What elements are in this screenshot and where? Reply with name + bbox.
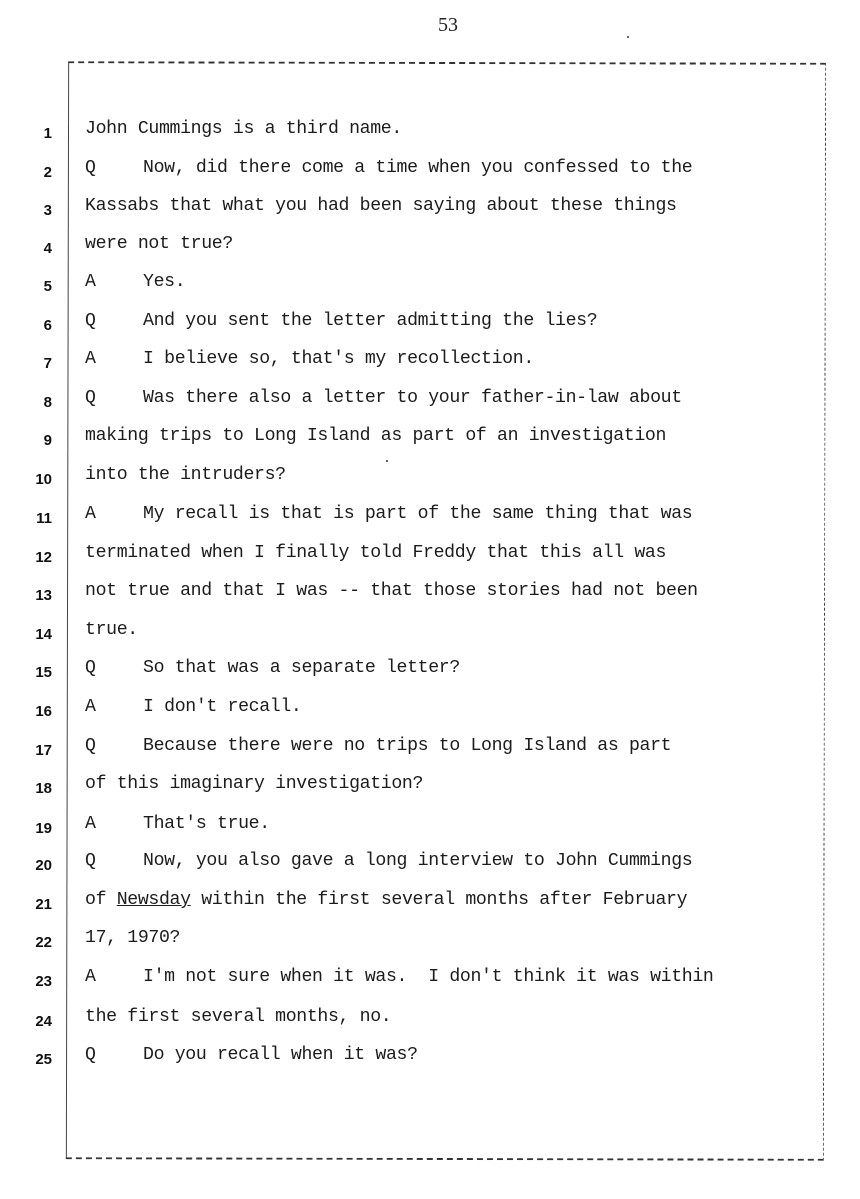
speaker-label: Q — [85, 388, 96, 408]
line-text: were not true? — [85, 234, 233, 254]
line-text: A Yes. — [85, 272, 186, 292]
speaker-label: A — [85, 697, 96, 717]
speaker-label: Q — [85, 658, 96, 678]
line-text: terminated when I finally told Freddy that this all was — [85, 543, 667, 563]
line-number: 22 — [35, 934, 52, 951]
transcript-line — [0, 309, 860, 347]
speaker-label: Q — [85, 311, 96, 331]
line-number: 10 — [35, 471, 52, 488]
transcript-line — [0, 463, 860, 501]
line-text: Q Now, did there come a time when you confessed to the — [85, 158, 693, 178]
speaker-label: Q — [85, 736, 96, 756]
transcript-line — [0, 541, 860, 579]
transcript-line — [0, 502, 860, 540]
line-text: of Newsday within the first several months after February — [85, 890, 688, 910]
line-number: 14 — [35, 626, 52, 643]
speaker-label: A — [85, 967, 96, 987]
line-number: 23 — [35, 973, 52, 990]
transcript-line — [0, 270, 860, 308]
line-number: 4 — [43, 240, 52, 257]
speaker-label: Q — [85, 158, 96, 178]
line-number: 6 — [43, 317, 52, 334]
line-number: 16 — [35, 703, 52, 720]
line-text: A I don't recall. — [85, 697, 302, 717]
transcript-line — [0, 618, 860, 656]
transcript-line — [0, 695, 860, 733]
line-number: 1 — [43, 125, 52, 142]
transcript-line — [0, 926, 860, 964]
line-number: 7 — [43, 355, 52, 372]
transcript-line — [0, 579, 860, 617]
speaker-label: A — [85, 504, 96, 524]
transcript-line — [0, 386, 860, 424]
transcript-line — [0, 156, 860, 194]
line-number: 20 — [35, 857, 52, 874]
transcript-line — [0, 117, 860, 155]
line-number: 12 — [35, 549, 52, 566]
transcript-line — [0, 888, 860, 926]
transcript-line — [0, 347, 860, 385]
transcript-line — [0, 656, 860, 694]
transcript-line — [0, 1043, 860, 1081]
speaker-label: A — [85, 814, 96, 834]
line-text: true. — [85, 620, 138, 640]
line-number: 13 — [35, 587, 52, 604]
line-number: 5 — [43, 278, 52, 295]
speaker-label: A — [85, 272, 96, 292]
transcript-line — [0, 965, 860, 1003]
line-text: A I'm not sure when it was. I don't think it was within — [85, 967, 714, 987]
line-text: making trips to Long Island as part of an investigation — [85, 426, 667, 446]
line-text: 17, 1970? — [85, 928, 181, 948]
line-text: Q Now, you also gave a long interview to John Cummings — [85, 851, 693, 871]
line-number: 3 — [43, 202, 52, 219]
speaker-label: Q — [85, 851, 96, 871]
line-text: A That's true. — [85, 814, 270, 834]
transcript-line — [0, 772, 860, 810]
line-number: 25 — [35, 1051, 52, 1068]
line-text: John Cummings is a third name. — [85, 119, 402, 139]
transcript-line — [0, 424, 860, 462]
line-text: A I believe so, that's my recollection. — [85, 349, 534, 369]
line-text: A My recall is that is part of the same thing that was — [85, 504, 693, 524]
transcript-line — [0, 232, 860, 270]
line-text: not true and that I was -- that those stories had not been — [85, 581, 698, 601]
line-text: of this imaginary investigation? — [85, 774, 424, 794]
line-number: 15 — [35, 664, 52, 681]
line-text: the first several months, no. — [85, 1007, 392, 1027]
line-number: 17 — [35, 742, 52, 759]
line-number: 8 — [43, 394, 52, 411]
line-number: 24 — [35, 1013, 52, 1030]
line-text: into the intruders? — [85, 465, 286, 485]
transcript-line — [0, 734, 860, 772]
transcript-line — [0, 812, 860, 850]
line-number: 21 — [35, 896, 52, 913]
line-text: Q Do you recall when it was? — [85, 1045, 418, 1065]
transcript-line — [0, 1005, 860, 1043]
publication-name: Newsday — [116, 890, 191, 910]
line-number: 19 — [35, 820, 52, 837]
line-text: Q Was there also a letter to your father-in-law about — [85, 388, 682, 408]
line-text: Kassabs that what you had been saying about these things — [85, 196, 677, 216]
line-text: Q So that was a separate letter? — [85, 658, 460, 678]
line-number: 2 — [43, 164, 52, 181]
line-text: Q Because there were no trips to Long Island as part — [85, 736, 672, 756]
line-number: 11 — [36, 510, 52, 527]
transcript-line — [0, 849, 860, 887]
transcript-line — [0, 194, 860, 232]
speaker-label: A — [85, 349, 96, 369]
page-number: 53 — [438, 14, 458, 36]
line-text: Q And you sent the letter admitting the lies? — [85, 311, 598, 331]
line-number: 18 — [35, 780, 52, 797]
scan-speck — [627, 36, 629, 38]
speaker-label: Q — [85, 1045, 96, 1065]
line-number: 9 — [43, 432, 52, 449]
